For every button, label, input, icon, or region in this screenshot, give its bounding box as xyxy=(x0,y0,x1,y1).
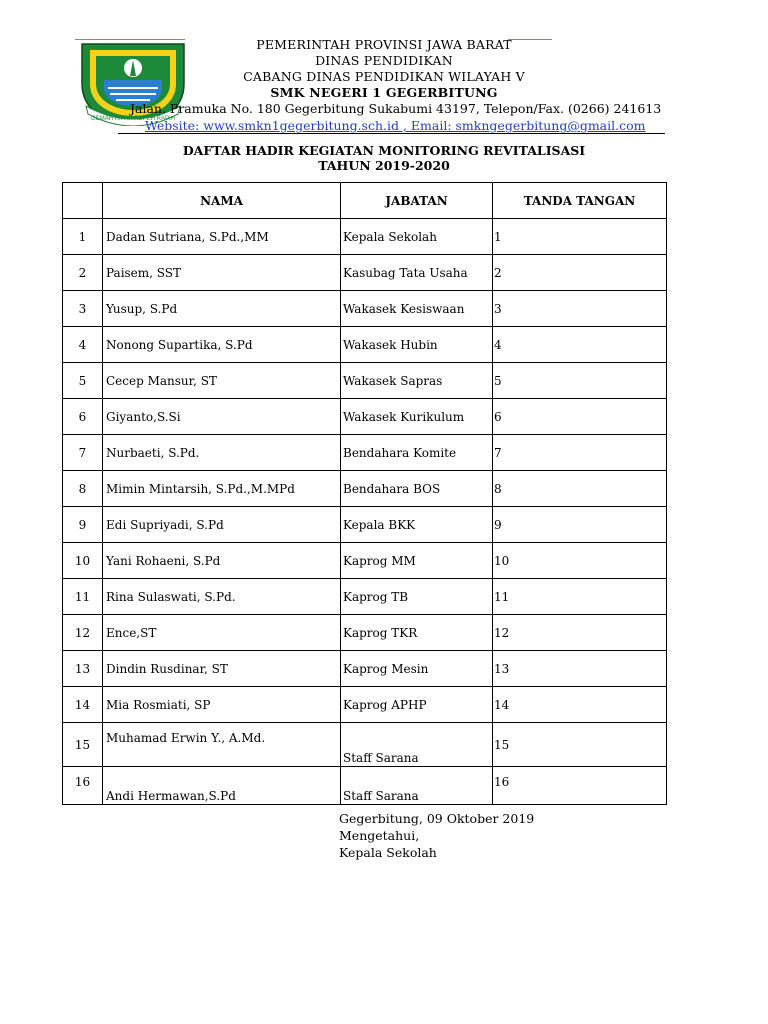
row-signature: 7 xyxy=(493,435,667,471)
row-position: Kasubag Tata Usaha xyxy=(341,255,493,291)
row-position: Kepala Sekolah xyxy=(341,219,493,255)
table-row xyxy=(63,471,667,507)
table-row xyxy=(63,327,667,363)
table-row xyxy=(63,399,667,435)
row-number: 2 xyxy=(63,255,103,291)
row-name: Yusup, S.Pd xyxy=(103,291,341,327)
svg-text:GEMAH RIPAH REPEH RAPIH: GEMAH RIPAH REPEH RAPIH xyxy=(91,116,175,122)
row-number: 5 xyxy=(63,363,103,399)
row-position: Staff Sarana xyxy=(341,767,493,805)
column-header-no xyxy=(63,183,103,219)
document-subtitle: TAHUN 2019-2020 xyxy=(318,158,450,173)
row-signature: 3 xyxy=(493,291,667,327)
table-row xyxy=(63,255,667,291)
row-number: 13 xyxy=(63,651,103,687)
row-number: 8 xyxy=(63,471,103,507)
row-name: Nurbaeti, S.Pd. xyxy=(103,435,341,471)
row-position: Kaprog TB xyxy=(341,579,493,615)
table-row xyxy=(63,291,667,327)
row-name: Dadan Sutriana, S.Pd.,MM xyxy=(103,219,341,255)
letterhead-line-2: DINAS PENDIDIKAN xyxy=(315,53,453,68)
row-signature: 13 xyxy=(493,651,667,687)
row-position: Kepala BKK xyxy=(341,507,493,543)
row-name: Giyanto,S.Si xyxy=(103,399,341,435)
attendance-table xyxy=(62,182,667,805)
letterhead-divider xyxy=(118,133,665,134)
letterhead-line-3: CABANG DINAS PENDIDIKAN WILAYAH V xyxy=(243,69,525,84)
row-name: Dindin Rusdinar, ST xyxy=(103,651,341,687)
table-row xyxy=(63,507,667,543)
row-number: 6 xyxy=(63,399,103,435)
row-signature: 9 xyxy=(493,507,667,543)
row-position: Wakasek Kesiswaan xyxy=(341,291,493,327)
row-signature: 2 xyxy=(493,255,667,291)
row-signature: 4 xyxy=(493,327,667,363)
row-number: 1 xyxy=(63,219,103,255)
row-number: 16 xyxy=(63,767,103,805)
row-number: 7 xyxy=(63,435,103,471)
row-signature: 6 xyxy=(493,399,667,435)
table-row xyxy=(63,767,667,805)
table-row xyxy=(63,543,667,579)
column-header-tanda-tangan: TANDA TANGAN xyxy=(493,183,667,219)
signature-acknowledged: Mengetahui, xyxy=(339,828,420,843)
signature-role: Kepala Sekolah xyxy=(339,845,437,860)
row-number: 4 xyxy=(63,327,103,363)
row-position: Wakasek Hubin xyxy=(341,327,493,363)
row-position: Bendahara BOS xyxy=(341,471,493,507)
row-position: Bendahara Komite xyxy=(341,435,493,471)
row-signature: 8 xyxy=(493,471,667,507)
row-number: 10 xyxy=(63,543,103,579)
row-number: 15 xyxy=(63,723,103,767)
row-number: 14 xyxy=(63,687,103,723)
row-name: Yani Rohaeni, S.Pd xyxy=(103,543,341,579)
row-name: Ence,ST xyxy=(103,615,341,651)
row-signature: 14 xyxy=(493,687,667,723)
row-number: 9 xyxy=(63,507,103,543)
letterhead-website-email-link[interactable]: Website: www.smkn1gegerbitung.sch.id , Email: smkngegerbitung@gmail.com xyxy=(145,118,646,133)
table-row xyxy=(63,435,667,471)
letterhead-line-1: PEMERINTAH PROVINSI JAWA BARAT xyxy=(256,37,512,52)
row-signature: 5 xyxy=(493,363,667,399)
letterhead-address: Jalan. Pramuka No. 180 Gegerbitung Sukabumi 43197, Telepon/Fax. (0266) 241613 xyxy=(130,101,662,116)
document-title: DAFTAR HADIR KEGIATAN MONITORING REVITALISASI xyxy=(182,143,586,158)
row-name: Cecep Mansur, ST xyxy=(103,363,341,399)
table-row xyxy=(63,723,667,767)
row-position: Kaprog MM xyxy=(341,543,493,579)
row-name: Muhamad Erwin Y., A.Md. xyxy=(103,723,341,767)
row-name: Nonong Supartika, S.Pd xyxy=(103,327,341,363)
signature-place-date: Gegerbitung, 09 Oktober 2019 xyxy=(339,811,535,826)
row-name: Mimin Mintarsih, S.Pd.,M.MPd xyxy=(103,471,341,507)
row-number: 12 xyxy=(63,615,103,651)
row-position: Wakasek Kurikulum xyxy=(341,399,493,435)
table-row xyxy=(63,615,667,651)
row-signature: 15 xyxy=(493,723,667,767)
row-position: Kaprog APHP xyxy=(341,687,493,723)
row-position: Kaprog TKR xyxy=(341,615,493,651)
row-signature: 11 xyxy=(493,579,667,615)
row-signature: 10 xyxy=(493,543,667,579)
row-signature: 16 xyxy=(493,767,667,805)
row-position: Kaprog Mesin xyxy=(341,651,493,687)
table-row xyxy=(63,363,667,399)
row-name: Paisem, SST xyxy=(103,255,341,291)
row-name: Rina Sulaswati, S.Pd. xyxy=(103,579,341,615)
row-name: Andi Hermawan,S.Pd xyxy=(103,767,341,805)
table-row xyxy=(63,687,667,723)
row-number: 11 xyxy=(63,579,103,615)
row-signature: 12 xyxy=(493,615,667,651)
row-name: Mia Rosmiati, SP xyxy=(103,687,341,723)
row-name: Edi Supriyadi, S.Pd xyxy=(103,507,341,543)
row-position: Staff Sarana xyxy=(341,723,493,767)
table-header-row xyxy=(63,183,667,219)
table-row xyxy=(63,579,667,615)
column-header-jabatan: JABATAN xyxy=(341,183,493,219)
row-position: Wakasek Sapras xyxy=(341,363,493,399)
column-header-nama: NAMA xyxy=(103,183,341,219)
table-row xyxy=(63,651,667,687)
letterhead-school-name: SMK NEGERI 1 GEGERBITUNG xyxy=(270,85,498,100)
row-number: 3 xyxy=(63,291,103,327)
table-row xyxy=(63,219,667,255)
row-signature: 1 xyxy=(493,219,667,255)
